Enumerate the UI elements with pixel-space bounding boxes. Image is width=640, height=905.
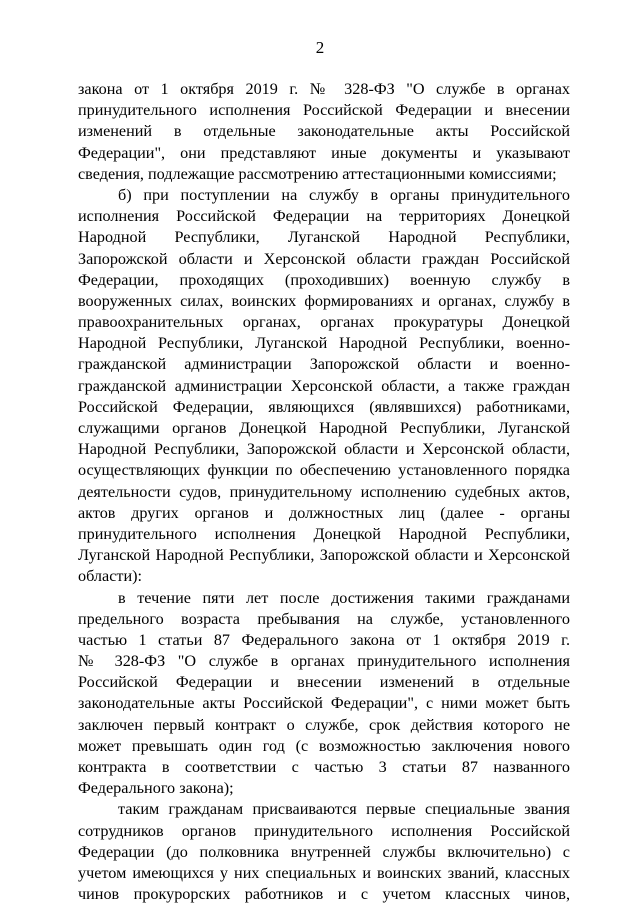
text-line: правоохранительных органах, органах прокуратуры Донецкой: [78, 313, 570, 332]
text-line: Народной Республики, Запорожской области и Херсонской области,: [78, 440, 570, 459]
text-line: частью 1 статьи 87 Федерального закона от 1 октября 2019 г.: [78, 630, 570, 649]
text-line: законодательные акты Российской Федерации", с ними может быть: [78, 694, 570, 713]
text-line: вооруженных силах, воинских формированиях и органах, службу в: [78, 291, 570, 310]
text-line: Федерации, проходящих (проходивших) военную службу в: [78, 270, 570, 289]
text-line: принудительного исполнения Донецкой Народной Республики,: [78, 524, 570, 543]
text-line: Луганской Народной Республики, Запорожской области и Херсонской: [78, 546, 570, 565]
text-line: сведения, подлежащие рассмотрению аттестационными комиссиями;: [78, 164, 557, 183]
text-line: № 328-ФЗ "О службе в органах принудительного исполнения: [78, 652, 570, 671]
text-line: актов других органов и должностных лиц (далее - органы: [78, 503, 570, 522]
text-line: Народной Республики, Луганской Народной Республики, военно-: [78, 334, 570, 353]
text-line: чинов прокурорских работников и с учетом классных чинов,: [78, 885, 570, 904]
text-line: Запорожской области и Херсонской области граждан Российской: [78, 249, 570, 268]
text-line: в течение пяти лет после достижения такими гражданами: [118, 588, 570, 607]
text-line: гражданской администрации Херсонской области, а также граждан: [78, 376, 570, 395]
document-body: [78, 79, 570, 905]
text-line: может превышать один год (с возможностью заключения нового: [78, 736, 570, 755]
text-line: изменений в отдельные законодательные акты Российской: [78, 122, 570, 141]
text-line: б) при поступлении на службу в органы принудительного: [118, 185, 570, 204]
text-line: Федерации", они представляют иные документы и указывают: [78, 143, 570, 162]
text-line: принудительного исполнения Российской Федерации и внесении: [78, 101, 570, 120]
text-line: деятельности судов, принудительному исполнению судебных актов,: [78, 482, 570, 501]
text-line: Российской Федерации и внесении изменений в отдельные: [78, 673, 570, 692]
text-line: служащими органов Донецкой Народной Республики, Луганской: [78, 419, 570, 437]
text-line: таким гражданам присваиваются первые специальные звания: [118, 800, 570, 819]
text-line: Народной Республики, Луганской Народной Республики,: [78, 228, 570, 247]
text-line: заключен первый контракт о службе, срок действия которого не: [78, 715, 570, 734]
text-line: закона от 1 октября 2019 г. № 328-ФЗ "О службе в органах: [78, 80, 570, 98]
text-line: области):: [78, 567, 142, 586]
text-line: сотрудников органов принудительного исполнения Российской: [78, 821, 570, 840]
text-line: Федерации (до полковника внутренней службы включительно) с: [78, 842, 570, 861]
text-line: контракта в соответствии с частью 3 статьи 87 названного: [78, 758, 570, 776]
text-line: учетом имеющихся у них специальных и воинских званий, классных: [78, 863, 570, 882]
text-line: Российской Федерации, являющихся (являвшихся) работниками,: [78, 397, 570, 416]
text-line: Федерального закона);: [78, 779, 234, 798]
text-line: осуществляющих функции по обеспечению установленного порядка: [78, 461, 570, 480]
text-line: исполнения Российской Федерации на территориях Донецкой: [78, 207, 570, 226]
page-number: 2: [315, 38, 325, 57]
text-line: гражданской администрации Запорожской области и военно-: [78, 355, 570, 374]
text-line: предельного возраста пребывания на службе, установленного: [78, 609, 570, 628]
